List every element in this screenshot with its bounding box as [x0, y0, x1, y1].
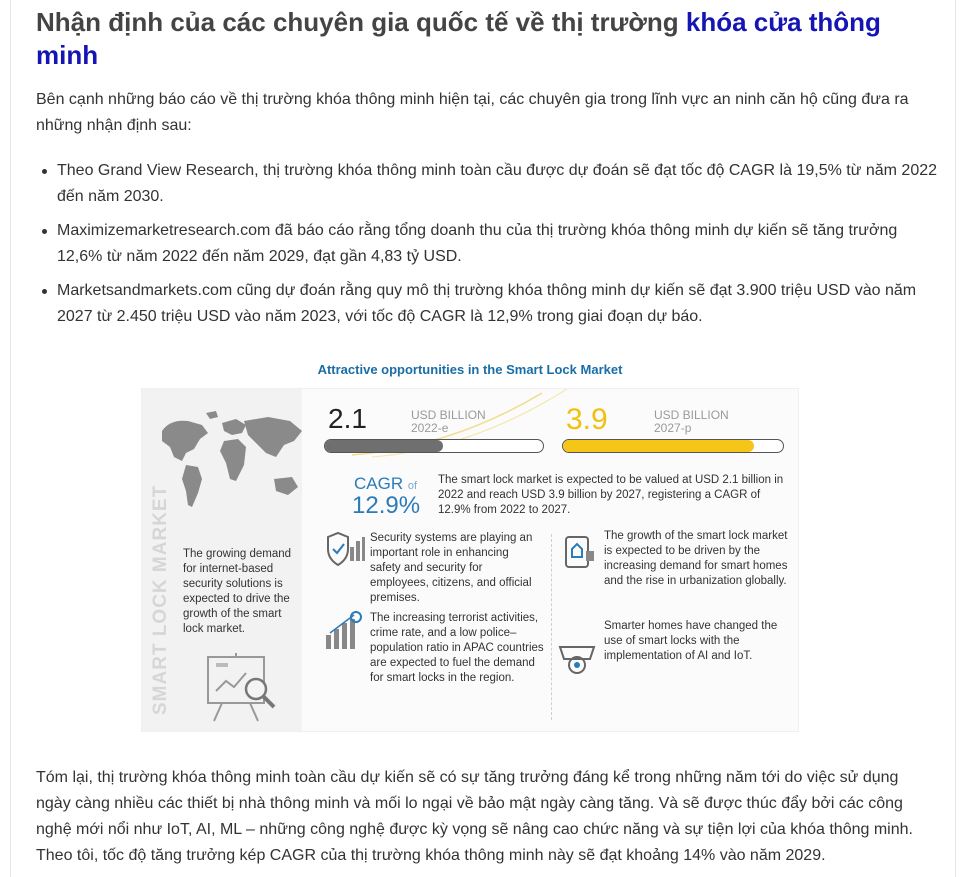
bar-2022-fill [325, 440, 443, 452]
demand-text: The growing demand for internet-based security solutions is expected to drive the growth of the smart lock market. [183, 548, 292, 635]
smart-home-icon [560, 531, 598, 571]
smart-lock-infographic [141, 356, 799, 734]
heading-text: Nhận định của các chuyên gia quốc tế về thị trường [36, 7, 679, 37]
vertical-label: SMART LOCK MARKET [150, 484, 171, 715]
value-2022: 2.1 [328, 403, 367, 434]
security-camera-icon [556, 637, 598, 677]
market-summary: The smart lock market is expected to be valued at USD 2.1 billion in 2022 and reach USD 3.9 billion by 2027, registering a CAGR of 12.9% from 2022 to 2027. [438, 474, 784, 516]
conclusion-paragraph: Tóm lại, thị trường khóa thông minh toàn cầu dự kiến sẽ có sự tăng trưởng đáng kể trong những năm tới do việc sử dụng ngày càng nhiều các thiết bị nhà thông minh và mối lo ngại về bảo mật ngày càng tăng. Và sẽ được thúc đẩy bởi các công nghệ mới nổi như IoT, AI, ML – những công nghệ được kỳ vọng sẽ nâng cao chức năng và sự tiện lợi của khóa thông minh. Theo tôi, tốc độ tăng trưởng kép CAGR của thị trường khóa thông minh này sẽ đạt khoảng 14% vào năm 2029. [36, 769, 913, 864]
list-item: Marketsandmarkets.com cũng dự đoán rằng quy mô thị trường khóa thông minh dự kiến sẽ đạt 3.900 triệu USD vào năm 2027 từ 2.450 triệu USD vào năm 2023, với tốc độ CAGR là 12,9% trong giai đoạn dự báo. [57, 278, 942, 330]
point-ai-iot: Smarter homes have changed the use of smart locks with the implementation of AI and IoT. [604, 620, 778, 662]
security-systems-icon [324, 531, 366, 571]
point-security-systems: Security systems are playing an important role in enhancing safety and security for employees, citizens, and official premises. [370, 532, 533, 604]
infographic-left-column [142, 389, 302, 731]
analytics-board-icon [204, 651, 280, 723]
crime-rate-chart-icon [324, 611, 364, 651]
unit-2022: USD BILLION 2022-e [411, 408, 486, 435]
cagr-label: CAGR of [354, 474, 418, 493]
world-map-icon [156, 409, 306, 519]
forecast-list [36, 158, 942, 338]
point-smart-homes-growth: The growth of the smart lock market is expected to be driven by the increasing demand for smart homes and the rise in urbanization globally. [604, 530, 788, 587]
infographic-title: Attractive opportunities in the Smart Lock Market [317, 362, 623, 377]
list-item: Theo Grand View Research, thị trường khóa thông minh toàn cầu được dự đoán sẽ đạt tốc độ CAGR là 19,5% từ năm 2022 đến năm 2030. [57, 158, 942, 210]
list-item: Maximizemarketresearch.com đã báo cáo rằng tổng doanh thu của thị trường khóa thông minh dự kiến sẽ tăng trưởng 12,6% từ năm 2022 đến năm 2029, đạt gần 4,83 tỷ USD. [57, 218, 942, 270]
infographic-panel [141, 388, 799, 732]
bar-2027-fill [563, 440, 754, 452]
column-divider [551, 534, 552, 720]
section-heading [36, 6, 916, 72]
unit-2027: USD BILLION 2027-p [654, 408, 729, 435]
heading-link[interactable]: khóa cửa thông minh [36, 7, 881, 70]
cagr-value: 12.9% [352, 492, 421, 519]
intro-paragraph: Bên cạnh những báo cáo về thị trường khóa thông minh hiện tại, các chuyên gia trong lĩnh vực an ninh căn hộ cũng đưa ra những nhận định sau: [36, 91, 909, 134]
value-2027: 3.9 [566, 403, 608, 436]
point-apac-crime: The increasing terrorist activities, crime rate, and a low police–population ratio in APAC countries are expected to fuel the demand for smart locks in the region. [370, 612, 544, 684]
